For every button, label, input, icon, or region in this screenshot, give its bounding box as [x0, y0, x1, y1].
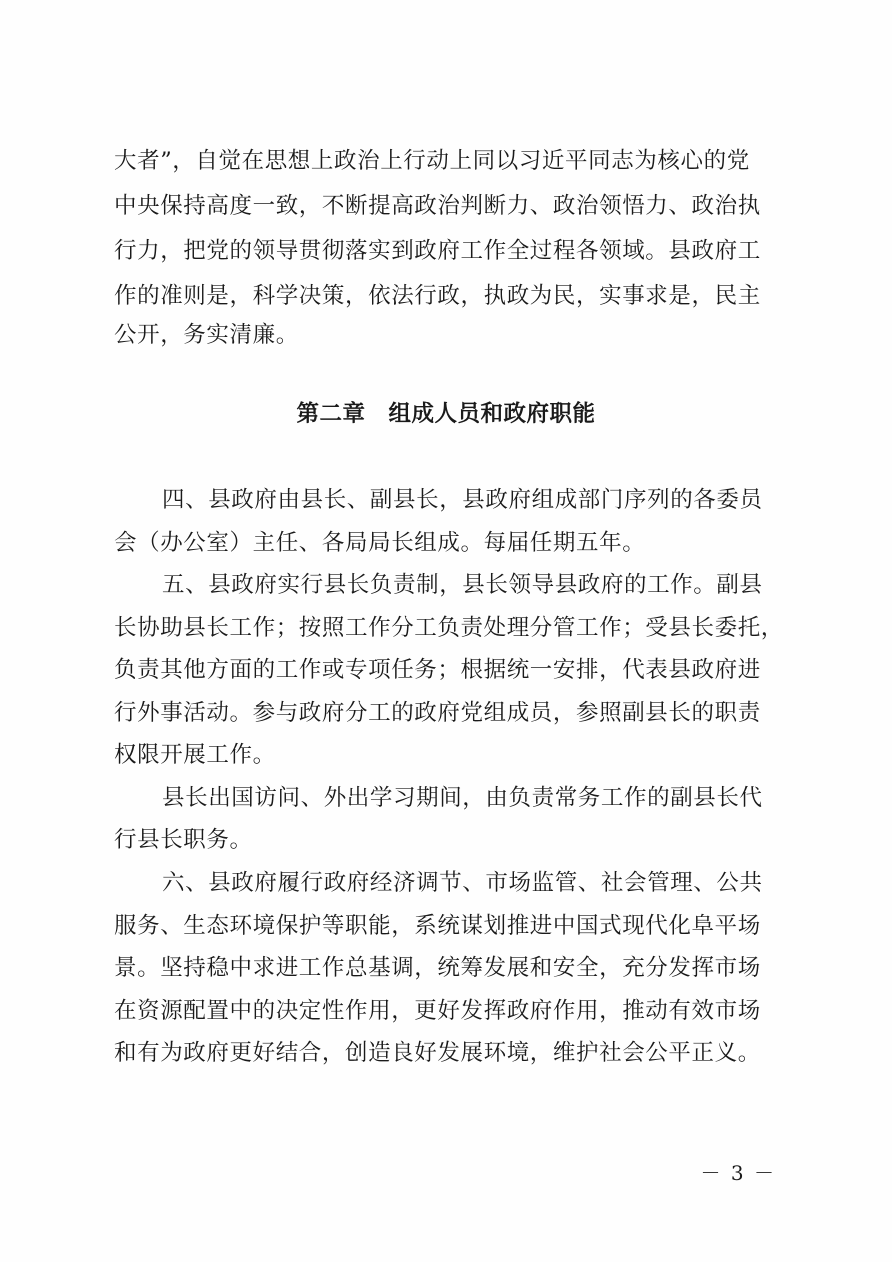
- body-line: 四、县政府由县长、副县长，县政府组成部门序列的各委员: [162, 487, 763, 513]
- body-line: 和有为政府更好结合，创造良好发展环境，维护社会公平正义。: [114, 1040, 761, 1066]
- body-line: 服务、生态环境保护等职能，系统谋划推进中国式现代化阜平场: [114, 913, 761, 939]
- body-line: 负责其他方面的工作或专项任务；根据统一安排，代表县政府进: [114, 657, 761, 683]
- body-line: 县长出国访问、外出学习期间，由负责常务工作的副县长代: [162, 785, 763, 811]
- body-line: 五、县政府实行县长负责制，县长领导县政府的工作。副县: [162, 572, 763, 598]
- body-line: 六、县政府履行政府经济调节、市场监管、社会管理、公共: [162, 870, 763, 896]
- body-line: 权限开展工作。: [114, 742, 276, 768]
- body-line: 行县长职务。: [114, 827, 253, 853]
- page-number: － 3 －: [700, 1161, 776, 1185]
- body-line: 会（办公室）主任、各局局长组成。每届任期五年。: [114, 530, 646, 556]
- body-line: 景。坚持稳中求进工作总基调，统筹发展和安全，充分发挥市场: [114, 955, 761, 981]
- body-line: 大者”，自觉在思想上政治上行动上同以习近平同志为核心的党: [114, 148, 750, 174]
- body-line: 长协助县长工作；按照工作分工负责处理分管工作；受县长委托，: [114, 615, 784, 641]
- body-line: 在资源配置中的决定性作用，更好发挥政府作用，推动有效市场: [114, 998, 761, 1024]
- body-line: 公开，务实清廉。: [114, 322, 299, 348]
- chapter-heading: 第二章 组成人员和政府职能: [296, 401, 596, 427]
- body-line: 中央保持高度一致，不断提高政治判断力、政治领悟力、政治执: [114, 193, 761, 219]
- body-line: 作的准则是，科学决策，依法行政，执政为民，实事求是，民主: [114, 283, 761, 309]
- body-line: 行力，把党的领导贯彻落实到政府工作全过程各领域。县政府工: [114, 238, 761, 264]
- body-line: 行外事活动。参与政府分工的政府党组成员，参照副县长的职责: [114, 700, 761, 726]
